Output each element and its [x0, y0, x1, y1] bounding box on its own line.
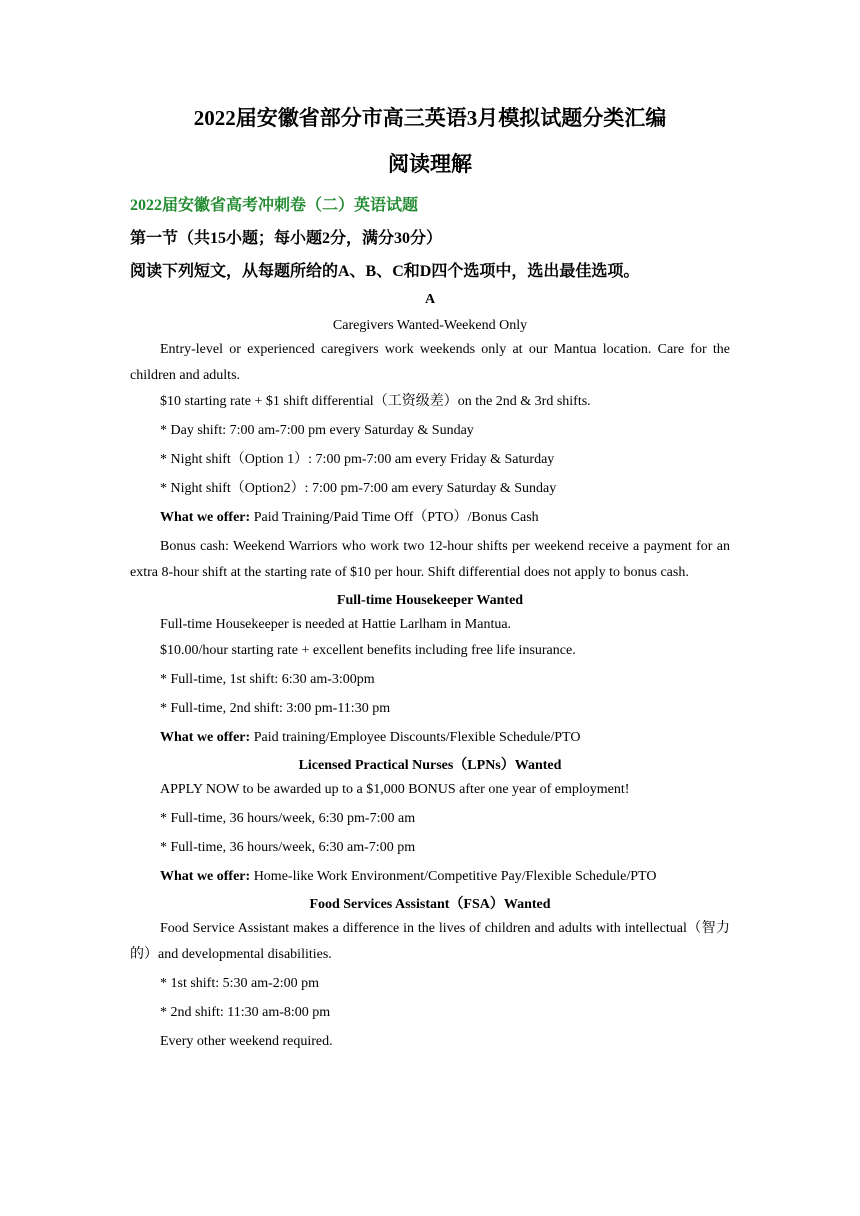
caregivers-title: Caregivers Wanted-Weekend Only	[332, 318, 528, 333]
caregivers-offer	[130, 505, 730, 531]
caregivers-intro: Entry-level or experienced caregivers work weekends only at our Mantua location. Care for the children and adults.	[130, 342, 730, 383]
caregivers-offer-label: What we offer:	[160, 510, 251, 525]
housekeeper-intro: Full-time Housekeeper is needed at Hattie Larlham in Mantua.	[160, 617, 512, 632]
section-header: 第一节（共15小题；每小题2分，满分30分）	[130, 230, 443, 247]
housekeeper-title: Full-time Housekeeper Wanted	[336, 593, 524, 608]
fsa-title: Food Services Assistant（FSA）Wanted	[309, 897, 551, 912]
caregivers-shift-day: * Day shift: 7:00 am-7:00 pm every Saturday & Sunday	[160, 423, 474, 438]
instructions: 阅读下列短文，从每题所给的A、B、C和D四个选项中，选出最佳选项。	[130, 263, 640, 280]
fsa-note: Every other weekend required.	[160, 1034, 333, 1049]
lpn-offer-label: What we offer:	[160, 869, 251, 884]
housekeeper-shift-2: * Full-time, 2nd shift: 3:00 pm-11:30 pm	[160, 701, 391, 716]
housekeeper-offer-value: Paid training/Employee Discounts/Flexible Schedule/PTO	[250, 730, 581, 745]
caregivers-shift-night-1: * Night shift（Option 1）: 7:00 pm-7:00 am every Friday & Saturday	[160, 452, 555, 467]
lpn-offer	[130, 864, 730, 890]
lpn-shift-1: * Full-time, 36 hours/week, 6:30 pm-7:00 am	[160, 811, 416, 826]
lpn-title: Licensed Practical Nurses（LPNs）Wanted	[298, 758, 562, 773]
caregivers-offer-value: Paid Training/Paid Time Off（PTO）/Bonus Cash	[250, 510, 539, 525]
document-title: 2022届安徽省部分市高三英语3月模拟试题分类汇编	[193, 106, 667, 130]
lpn-intro: APPLY NOW to be awarded up to a $1,000 BONUS after one year of employment!	[160, 782, 630, 797]
fsa-intro: Food Service Assistant makes a difference in the lives of children and adults with intellectual（智力的）and developmental disabilities.	[130, 921, 730, 962]
document-subtitle: 阅读理解	[388, 152, 472, 176]
caregivers-bonus: Bonus cash: Weekend Warriors who work two 12-hour shifts per weekend receive a payment for an extra 8-hour shift at the starting rate of $10 per hour. Shift differential does not apply to bonus cash.	[130, 539, 730, 580]
housekeeper-offer-label: What we offer:	[160, 730, 251, 745]
housekeeper-offer	[130, 725, 730, 751]
fsa-shift-1: * 1st shift: 5:30 am-2:00 pm	[160, 976, 320, 991]
document-page	[130, 100, 730, 1055]
lpn-shift-2: * Full-time, 36 hours/week, 6:30 am-7:00 pm	[160, 840, 416, 855]
housekeeper-shift-1: * Full-time, 1st shift: 6:30 am-3:00pm	[160, 672, 375, 687]
caregivers-rate: $10 starting rate + $1 shift differential（工资级差）on the 2nd & 3rd shifts.	[160, 394, 591, 409]
fsa-shift-2: * 2nd shift: 11:30 am-8:00 pm	[160, 1005, 331, 1020]
caregivers-shift-night-2: * Night shift（Option2）: 7:00 pm-7:00 am every Saturday & Sunday	[160, 481, 557, 496]
exam-name: 2022届安徽省高考冲刺卷（二）英语试题	[130, 197, 419, 214]
housekeeper-rate: $10.00/hour starting rate + excellent benefits including free life insurance.	[160, 643, 576, 658]
passage-letter: A	[424, 292, 436, 307]
lpn-offer-value: Home-like Work Environment/Competitive Pay/Flexible Schedule/PTO	[250, 869, 657, 884]
